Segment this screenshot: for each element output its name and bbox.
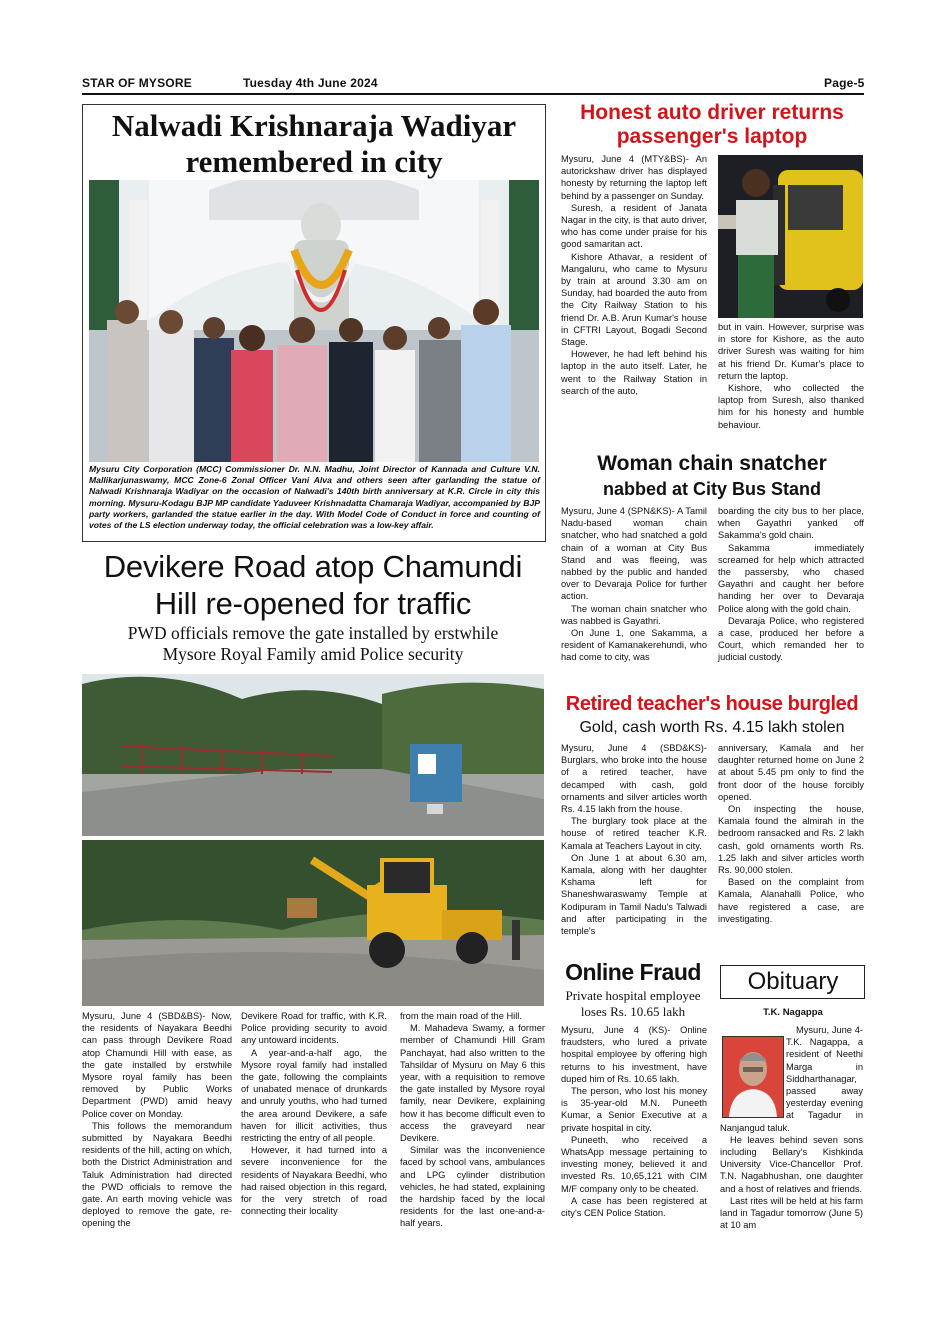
wadiyar-photo-caption: Mysuru City Corporation (MCC) Commissioner Dr. N.N. Madhu, Joint Director of Kannada and Culture V.N. Mallikarjunaswamy, MCC Zone-6 Zonal Officer Vani Alva and others seen after garlanding the statue of Nalwadi Krishnaraja Wadiyar on the occasion of Nalwadi's 140th birth anniversary at K.R. Circle in city this morning. Mysuru-Kodagu BJP MP candidate Yaduveer Krishnadatta Chamaraja Wadiyar, accompanied by BJP party workers, garlanded the statue earlier in the day. With Model Code of Conduct in force and counting of votes of the LS election underway today, the official celebration was a low-key affair. xyxy=(89,464,540,531)
statue-garlanding-photo xyxy=(89,180,539,462)
auto-column-2 xyxy=(718,321,864,431)
paragraph: Mysuru, June 4 (SBD&KS)- Burglars, who broke into the house of a retired teacher, have decamped with cash, gold ornaments and silver articles worth Rs. 4.15 lakh from the house. xyxy=(561,743,707,815)
paragraph: However, he had left behind his laptop in the auto itself. Later, he went to the Railway Station in search of the auto, xyxy=(561,349,707,396)
paragraph: Based on the complaint from Kamala, Alanahalli Police, who have registered a case, are investigating. xyxy=(718,877,864,924)
paragraph: Similar was the inconvenience faced by school vans, ambulances and LPG cylinder distribution vehicles, he had stated, explaining the hardship faced by the local residents for the last one-and-a-half years. xyxy=(400,1145,545,1229)
issue-date: Tuesday 4th June 2024 xyxy=(243,76,378,90)
header-rule xyxy=(82,93,864,95)
devikere-column-1 xyxy=(82,1010,232,1230)
teacher-headline: Retired teacher's house burgled xyxy=(565,693,859,715)
wadiyar-headline xyxy=(82,108,546,180)
paragraph: Suresh, a resident of Janata Nagar in the city, is that auto driver, who has come under praise for his good samaritan act. xyxy=(561,202,707,250)
devikere-column-3 xyxy=(400,1010,545,1230)
paragraph: Devikere Road for traffic, with K.R. Police providing security to avoid any untoward incidents. xyxy=(241,1011,387,1046)
paragraph: boarding the city bus to her place, when Gayathri yanked off Sakamma's gold chain. xyxy=(718,506,864,541)
chain-subheadline: nabbed at City Bus Stand xyxy=(602,479,822,499)
devikere-headline xyxy=(82,548,544,622)
paragraph: He leaves behind seven sons including Bellary's Kishkinda University Vice-Chancellor Prof. T.N. Nagabhushan, one daughter and a host of relatives and friends. xyxy=(720,1134,863,1194)
devikere-column-2 xyxy=(241,1010,387,1217)
paragraph: The person, who lost his money is 35-year-old M.N. Puneeth Kumar, a Senior Executive at a private hospital in city. xyxy=(561,1086,707,1133)
devikere-subheadline-line1: PWD officials remove the gate installed by erstwhile xyxy=(127,623,499,643)
paragraph: Last rites will be held at his farm land in Tagadur tomorrow (June 5) at 10 am xyxy=(720,1195,863,1231)
gate-photo xyxy=(82,674,544,836)
paragraph: However, it had turned into a severe inconvenience for the residents of Nayakara Beedhi, who had raised objection in this regard, for the very stretch of road connecting their locality xyxy=(241,1145,387,1217)
obituary-title: Obituary xyxy=(747,968,839,995)
chain-headline: Woman chain snatcher xyxy=(597,452,827,475)
paragraph: A case has been registered at city's CEN Police Station. xyxy=(561,1195,707,1219)
auto-headline-line2: passenger's laptop xyxy=(616,125,808,148)
paragraph: Mysuru, June 4 (KS)- Online fraudsters, who lured a private hospital employee by offering high returns to his investment, have duped him of Rs. 10.65 lakh. xyxy=(561,1025,707,1084)
wadiyar-headline-line2: remembered in city xyxy=(185,144,443,179)
paragraph: This follows the memorandum submitted by Nayakara Beedhi residents of the hill, acting on which, both the District Administration and Taluk Administration had directed the PWD officials to remove the gate. An earth moving vehicle was deployed to remove the gate, re-opening the xyxy=(82,1120,232,1229)
paragraph: anniversary, Kamala and her daughter returned home on June 2 at about 5.45 pm only to find the front door of the house forcibly opened. xyxy=(718,743,864,802)
paragraph: The burglary took place at the house of retired teacher K.R. Kamala at Teachers Layout in city. xyxy=(561,816,707,851)
paragraph: but in vain. However, surprise was in store for Kishore, as the auto driver Suresh was waiting for him at his friend Dr. Kumar's place to return the laptop. xyxy=(718,322,864,381)
auto-headline xyxy=(556,101,868,149)
fraud-subheadline-line1: Private hospital employee xyxy=(565,988,701,1003)
paragraph: Devaraja Police, who registered a case, produced her before a Court, which remanded her to judicial custody. xyxy=(718,615,864,663)
paragraph: On inspecting the house, Kamala found the almirah in the bedroom ransacked and Rs. 2 lakh cash, gold ornaments worth Rs. 1.25 lakh and silver articles worth Rs. 90,000 stolen. xyxy=(718,804,864,876)
teacher-subheadline: Gold, cash worth Rs. 4.15 lakh stolen xyxy=(579,719,845,736)
paragraph: Mysuru, June 4 (SPN&KS)- A Tamil Nadu-based woman chain snatcher, who had snatched a gold chain of a woman at City Bus Stand and was fleeing, was nabbed by the public and handed over to Devaraja Police for further action. xyxy=(561,506,707,602)
paragraph: The woman chain snatcher who was nabbed is Gayathri. xyxy=(561,603,707,626)
paragraph: Mysuru, June 4 (SBD&BS)- Now, the residents of Nayakara Beedhi can pass through Devikere Road atop Chamundi Hill with ease, as the gate installed by erstwhile Mysore royal family has been removed by Public Works Department (PWD) amid heavy Police cover on Monday. xyxy=(82,1011,232,1119)
paragraph: On June 1 at about 6.30 am, Kamala, along with her daughter Kshama left for Shaneshwaraswamy Temple at Kodipuram in Tamil Nadu's Talwadi and after participating in the temple's xyxy=(561,852,707,937)
fraud-subheadline xyxy=(558,988,708,1020)
paragraph: from the main road of the Hill. xyxy=(400,1011,522,1021)
auto-driver-photo xyxy=(718,155,863,318)
masthead-name: STAR OF MYSORE xyxy=(82,76,192,90)
earthmover-photo xyxy=(82,840,544,1006)
auto-column-1 xyxy=(561,153,707,397)
auto-headline-line1: Honest auto driver returns xyxy=(580,101,844,124)
wadiyar-headline-line1: Nalwadi Krishnaraja Wadiyar xyxy=(111,108,517,143)
fraud-subheadline-line2: loses Rs. 10.65 lakh xyxy=(580,1004,686,1019)
obituary-text xyxy=(720,1024,863,1231)
page-number: Page-5 xyxy=(824,76,865,90)
paragraph: Mysuru, June 4- T.K. Nagappa, a resident of Neethi Marga in Siddharthanagar, passed away yesterday evening at Tagadur in Nanjangud taluk. xyxy=(720,1025,863,1133)
chain-column-1 xyxy=(561,505,707,664)
fraud-headline: Online Fraud xyxy=(565,959,701,985)
paragraph: Mysuru, June 4 (MTY&BS)- An autorickshaw driver has displayed honesty by returning the laptop left behind by a passenger on Sunday. xyxy=(561,154,707,201)
teacher-column-1 xyxy=(561,742,707,937)
devikere-headline-line1: Devikere Road atop Chamundi xyxy=(103,549,523,584)
teacher-column-2 xyxy=(718,742,864,925)
devikere-subheadline xyxy=(82,623,544,665)
devikere-headline-line2: Hill re-opened for traffic xyxy=(154,586,472,621)
chain-column-2 xyxy=(718,505,864,664)
paragraph: On June 1, one Sakamma, a resident of Kamanakerehundi, who had come to city, was xyxy=(561,628,707,663)
fraud-column xyxy=(561,1024,707,1219)
obituary-name: T.K. Nagappa xyxy=(763,1007,823,1018)
paragraph: Kishore, who collected the laptop from Suresh, also thanked him for his honesty and humble behaviour. xyxy=(718,383,864,430)
paragraph: Puneeth, who received a WhatsApp message pertaining to investing money, believed it and invested Rs. 10,65,121 with CIM M/F company only to be cheated. xyxy=(561,1134,707,1194)
paragraph: M. Mahadeva Swamy, a former member of Chamundi Hill Gram Panchayat, had also written to the Tahsildar of Mysuru on May 6 this year, with a requisition to remove the gate installed by Mysore royal family, near Devikere, explaining how it has become difficult even to access the graveyard near Devikere. xyxy=(400,1023,545,1144)
devikere-subheadline-line2: Mysore Royal Family amid Police security xyxy=(162,644,464,664)
paragraph: Kishore Athavar, a resident of Mangaluru, who came to Mysuru by train at around 3.30 am on Sunday, had boarded the auto from the City Railway Station to his friend Dr. A.B. Arun Kumar's house in CFTRI Layout, Bogadi Second Stage. xyxy=(561,251,707,348)
paragraph: Sakamma immediately screamed for help which attracted the passersby, who chased Gayathri and caught her before handing her over to Devaraja Police along with the gold chain. xyxy=(718,542,864,614)
paragraph: A year-and-a-half ago, the Mysore royal family had installed the gate, following the complaints of unabated menace of drunkards and unruly youths, who had turned the area around Devikere, a safe haven for illicit activities, thus restricting the entry of all people. xyxy=(241,1047,387,1144)
